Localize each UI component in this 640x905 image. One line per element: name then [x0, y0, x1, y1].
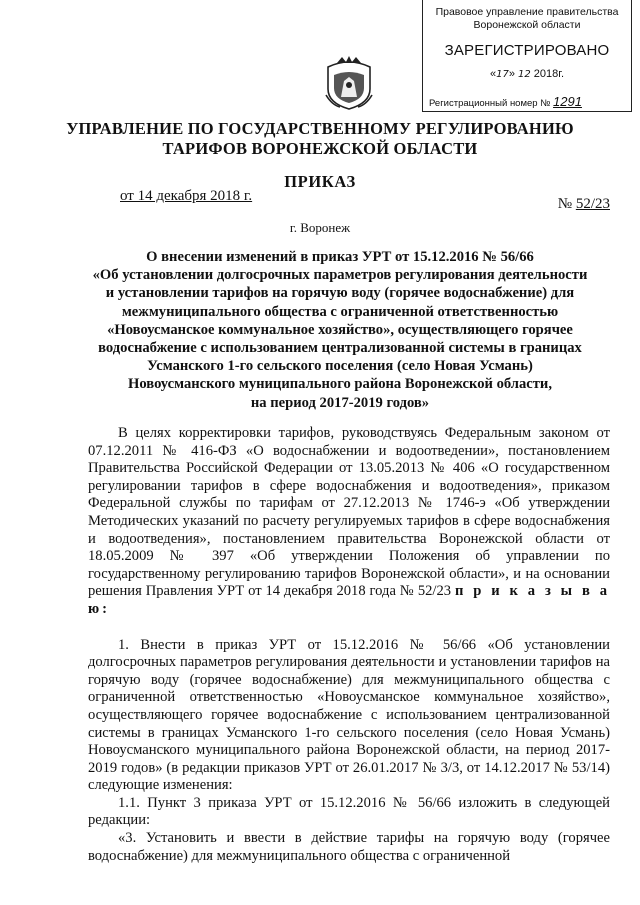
- stamp-date-day: 17: [496, 69, 509, 80]
- coat-of-arms-emblem-icon: [324, 55, 374, 111]
- order-verb: п р и к а з ы в а ю:: [88, 583, 610, 617]
- order-number-value: 52/23: [575, 196, 610, 212]
- document-date: от 14 декабря 2018 г.: [120, 188, 253, 204]
- title-line: О внесении изменений в приказ УРТ от 15.12.2016 № 56/66: [146, 249, 534, 265]
- paragraph-item-1-1: 1.1. Пункт 3 приказа УРТ от 15.12.2016 № 56/66 изложить в следующей редакции:: [88, 794, 610, 829]
- stamp-date-month: 12: [518, 69, 531, 80]
- stamp-org-line1: Правовое управление правительства: [435, 6, 619, 18]
- title-line: «Об установлении долгосрочных параметров регулирования деятельности: [92, 267, 588, 284]
- title-line: водоснабжение с использованием централизованной системы в границах: [98, 340, 582, 357]
- document-title: [70, 248, 610, 412]
- city: г. Воронеж: [289, 220, 351, 235]
- registration-stamp: [422, 0, 632, 112]
- order-number: [558, 196, 610, 213]
- document-type: ПРИКАЗ: [284, 172, 356, 191]
- title-line: и установлении тарифов на горячую воду (горячее водоснабжение) для: [105, 285, 575, 302]
- stamp-date-mid: »: [508, 68, 519, 80]
- stamp-reg-value: 1291: [553, 94, 582, 109]
- stamp-date: [423, 68, 631, 81]
- stamp-reg-number: [429, 95, 582, 110]
- paragraph-item-1: 1. Внести в приказ УРТ от 15.12.2016 № 56/66 «Об установлении долгосрочных параметров регулирования деятельности и установлении тарифов на горячую воду (горячее водоснабжение) для межмуниципального общества с ограниченной ответственностью «Новоусманское коммунальное хозяйство», осуществляющего горячее водоснабжение с использованием централизованной системы в границах Усманского 1-го сельского поселения (село Новая Усмань) Новоусманского муниципального района Воронежской области, на период 2017-2019 годов» (в редакции приказов УРТ от 26.01.2017 № 3/3, от 14.12.2017 № 53/14) следующие изменения:: [88, 636, 610, 794]
- title-line: Новоусманского муниципального района Воронежской области,: [128, 376, 552, 393]
- department-heading: [60, 119, 580, 159]
- document-body: [88, 425, 610, 865]
- stamp-registered: ЗАРЕГИСТРИРОВАНО: [444, 42, 610, 59]
- title-line: Усманского 1-го сельского поселения (село Новая Усмань): [147, 358, 533, 375]
- paragraph-preamble: [88, 425, 610, 619]
- department-line-2: ТАРИФОВ ВОРОНЕЖСКОЙ ОБЛАСТИ: [162, 139, 478, 158]
- title-line: «Новоусманское коммунальное хозяйство», осуществляющего горячее: [107, 321, 573, 338]
- stamp-reg-label: Регистрационный номер №: [429, 98, 551, 109]
- stamp-date-prefix: «: [489, 68, 497, 80]
- order-number-prefix: №: [557, 196, 576, 212]
- stamp-org-line2: Воронежской области: [473, 19, 581, 31]
- department-line-1: УПРАВЛЕНИЕ ПО ГОСУДАРСТВЕННОМУ РЕГУЛИРОВАНИЮ: [66, 119, 574, 138]
- stamp-date-year: 2018г.: [530, 68, 565, 80]
- title-line: на период 2017-2019 годов»: [250, 394, 430, 411]
- paragraph-item-3: «3. Установить и ввести в действие тарифы на горячую воду (горячее водоснабжение) для межмуниципального общества с ограниченной: [88, 830, 610, 864]
- preamble-text: В целях корректировки тарифов, руководствуясь Федеральным законом от 07.12.2011 № 416-ФЗ «О водоснабжении и водоотведении», постановлением Правительства Российской Федерации от 13.05.2013 № 406 «О государственном регулировании тарифов в сфере водоснабжения и водоотведения», приказом Федеральной службы по тарифам от 27.12.2013 № 1746-э «Об утверждении Методических указаний по расчету регулируемых тарифов в сфере водоснабжения и водоотведения», постановлением правительства Воронежской области от 18.05.2009 № 397 «Об утверждении Положения об управлении по государственному регулированию тарифов Воронежской области», и на основании решения Правления УРТ от 14 декабря 2018 года № 52/23: [88, 425, 610, 600]
- title-line: межмуниципального общества с ограниченной ответственностью: [121, 303, 559, 320]
